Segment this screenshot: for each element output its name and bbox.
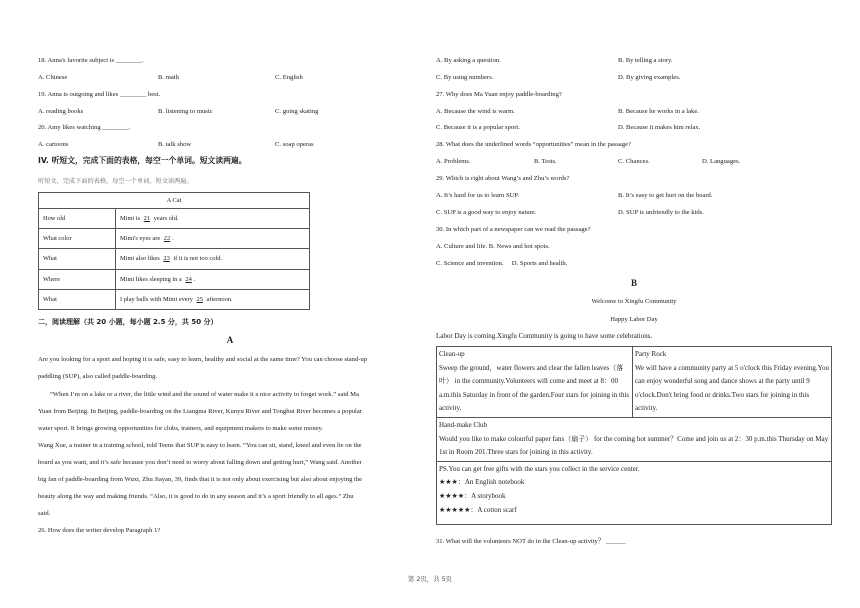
q27-option-c: C. Because it is a popular sport. bbox=[436, 124, 520, 131]
passage-a-line: Are you looking for a sport and hoping it is safe, easy to learn, healthy and social at the same time? You can choose stand-up bbox=[38, 356, 368, 363]
passage-a-label: A bbox=[226, 335, 234, 345]
question-20: 20. Amy likes watching ________. bbox=[38, 124, 131, 131]
passage-b-title: Welcome to Xingfu Community bbox=[591, 298, 677, 305]
q28-option-a: A. Problems. bbox=[436, 158, 471, 165]
gift-item: ★★★★★：A cotton scarf bbox=[439, 505, 517, 514]
hand-make-title: Hand-make Club bbox=[439, 420, 488, 429]
passage-a-line: paddling (SUP), also called paddle-boarding. bbox=[38, 373, 158, 380]
passage-a-line: Wang Xue, a trainer in a training school, told Teens that SUP is easy to learn. “You can sit, stand, kneel and even lie on the bbox=[38, 442, 362, 449]
table-row: What Mimi also likes 23 if it is not too cold. bbox=[39, 249, 310, 269]
passage-a-line: beauty along the way and making friends. “Also, it is good to do in any season and it’s a sport friendly to all ages.” Zhu bbox=[38, 493, 354, 500]
cat-table bbox=[38, 192, 310, 310]
party-rock-title: Party Rock bbox=[635, 350, 667, 358]
cleanup-text: Sweep the ground，water flowers and clear the fallen leaves（落叶） in the community.Volunteers will come and meet at 8：00 a.m.this Saturday in front of the garden.Four stars for joining in this activity. bbox=[439, 363, 630, 413]
q20-option-c: C. soap operas bbox=[275, 141, 314, 148]
question-31: 31. What will the volunteers NOT do in the Clean-up activity？ ______ bbox=[436, 538, 626, 545]
q19-option-c: C. going skating bbox=[275, 108, 319, 115]
gifts-cell bbox=[437, 461, 832, 524]
q26-option-c: C. By using numbers. bbox=[436, 74, 494, 81]
gift-item: ★★★：An English notebook bbox=[439, 478, 525, 487]
table-row: Where Mimi likes sleeping in a 24 . bbox=[39, 269, 310, 289]
q26-option-d: D. By giving examples. bbox=[618, 74, 681, 81]
hand-make-text: Would you like to make colourful paper fans（扇子） for the coming hot summer？Come and join us at 2：30 p.m.this Thursday on May 1st in Room 201.Three stars for joining in this activity. bbox=[439, 434, 829, 457]
question-19: 19. Anna is outgoing and likes ________ best. bbox=[38, 91, 161, 98]
party-rock-cell bbox=[633, 347, 832, 418]
gift-item: ★★★★：A storybook bbox=[439, 491, 506, 500]
question-18: 18. Anna's favorite subject is ________. bbox=[38, 57, 144, 64]
q18-option-a: A. Chinese bbox=[38, 74, 68, 81]
q27-option-b: B. Because he works in a lake. bbox=[618, 108, 699, 115]
cleanup-cell bbox=[437, 347, 633, 418]
section-4-instruction: 听短文，完成下面的表格，每空一个单词。短文读两遍。 bbox=[38, 178, 193, 185]
passage-b-subtitle: Happy Labor Day bbox=[610, 316, 658, 323]
passage-a-line: big fan of paddle-boarding from Wuxi, Zhu Jiayan, 39, finds that it is not only about exercising but also about enjoying the bbox=[38, 476, 363, 483]
q29-option-d: D. SUP is unfriendly to the kids. bbox=[618, 209, 704, 216]
q28-option-b: B. Tests. bbox=[534, 158, 557, 165]
q28-option-c: C. Chances. bbox=[618, 158, 650, 165]
q29-option-b: B. It’s easy to get hurt on the board. bbox=[618, 192, 713, 199]
section-4-title: IV. 听短文，完成下面的表格，每空一个单词。短文读两遍。 bbox=[38, 156, 247, 165]
blank-21: 21 bbox=[143, 215, 151, 223]
blank-24: 24 bbox=[185, 275, 192, 283]
q28-option-d: D. Languages. bbox=[702, 158, 741, 165]
passage-a-line: water sport. It brings growing opportunities for clubs, trainers, and equipment makers to make some money. bbox=[38, 425, 324, 432]
question-29: 29. Which is right about Wang’s and Zhu’s words? bbox=[436, 175, 570, 182]
page-footer: 第 2页，共 5页 bbox=[407, 575, 453, 583]
q27-option-d: D. Because it makes him relax. bbox=[618, 124, 701, 131]
passage-b-label: B bbox=[630, 278, 637, 288]
cleanup-title: Clean-up bbox=[439, 350, 465, 358]
reading-section-title: 二，阅读理解（共 20 小题，每小题 2.5 分，共 50 分） bbox=[38, 318, 218, 326]
q26-option-b: B. By telling a story. bbox=[618, 57, 673, 64]
passage-a-line: said. bbox=[38, 510, 51, 517]
q26-option-a: A. By asking a question. bbox=[436, 57, 501, 64]
party-rock-text: We will have a community party at 5 o'clock this Friday evening.You can enjoy wonderful song and dance shows at the party until 9 o'clock.Don't bring food or drinks.Two stars for joining in this activity. bbox=[635, 363, 830, 413]
q30-options-line-2: C. Science and invention. D. Sports and health. bbox=[436, 260, 568, 267]
q30-options-line-1: A. Culture and life. B. News and hot spots. bbox=[436, 243, 550, 250]
table-row: What I play balls with Mimi every 25 afternoon. bbox=[39, 289, 310, 309]
q29-option-a: A. It’s hard for us to learn SUP. bbox=[436, 192, 519, 199]
blank-22: 22 bbox=[163, 235, 171, 243]
passage-a-line: board as you want, and it’s safe because you don’t need to worry about falling down and getting hurt,” Wang said. Another bbox=[38, 459, 362, 466]
ps-text: PS.You can get free gifts with the stars you collect in the service center. bbox=[439, 464, 640, 473]
q19-option-b: B. listening to music bbox=[158, 108, 213, 115]
question-27: 27. Why does Ma Yuan enjoy paddle-boarding? bbox=[436, 91, 562, 98]
blank-25: 25 bbox=[196, 295, 203, 303]
passage-a-line: “When I’m on a lake or a river, the little wind and the sound of water make it a nice activity to forget work.” said Ma bbox=[50, 391, 359, 398]
activities-table bbox=[436, 346, 832, 525]
table-title: A Cat bbox=[39, 193, 310, 209]
hand-make-cell bbox=[437, 417, 832, 461]
q20-option-b: B. talk show bbox=[158, 141, 192, 148]
q19-option-a: A. reading books bbox=[38, 108, 84, 115]
question-28: 28. What does the underlined words “opportunities” mean in the passage? bbox=[436, 141, 631, 148]
question-30: 30. In which part of a newspaper can we read the passage? bbox=[436, 226, 591, 233]
passage-b-intro: Labor Day is coming.Xingfu Community is going to have some celebrations. bbox=[436, 332, 653, 340]
q29-option-c: C. SUP is a good way to enjoy nature. bbox=[436, 209, 537, 216]
table-row: How old Mimi is 21 years old. bbox=[39, 209, 310, 229]
q18-option-b: B. math bbox=[158, 74, 179, 81]
table-row: What color Mimi's eyes are 22 . bbox=[39, 229, 310, 249]
blank-23: 23 bbox=[163, 255, 170, 263]
passage-a-line: Yuan from Beijing. In Beijing, paddle-boarding on the Liangma River, Kunyu River and Tonghui River becomes a popular bbox=[38, 408, 363, 415]
q20-option-a: A. cartoons bbox=[38, 141, 69, 148]
question-26: 26. How does the writer develop Paragraph 1? bbox=[38, 527, 161, 534]
q27-option-a: A. Because the wind is warm. bbox=[436, 108, 515, 115]
q18-option-c: C. English bbox=[275, 74, 303, 81]
